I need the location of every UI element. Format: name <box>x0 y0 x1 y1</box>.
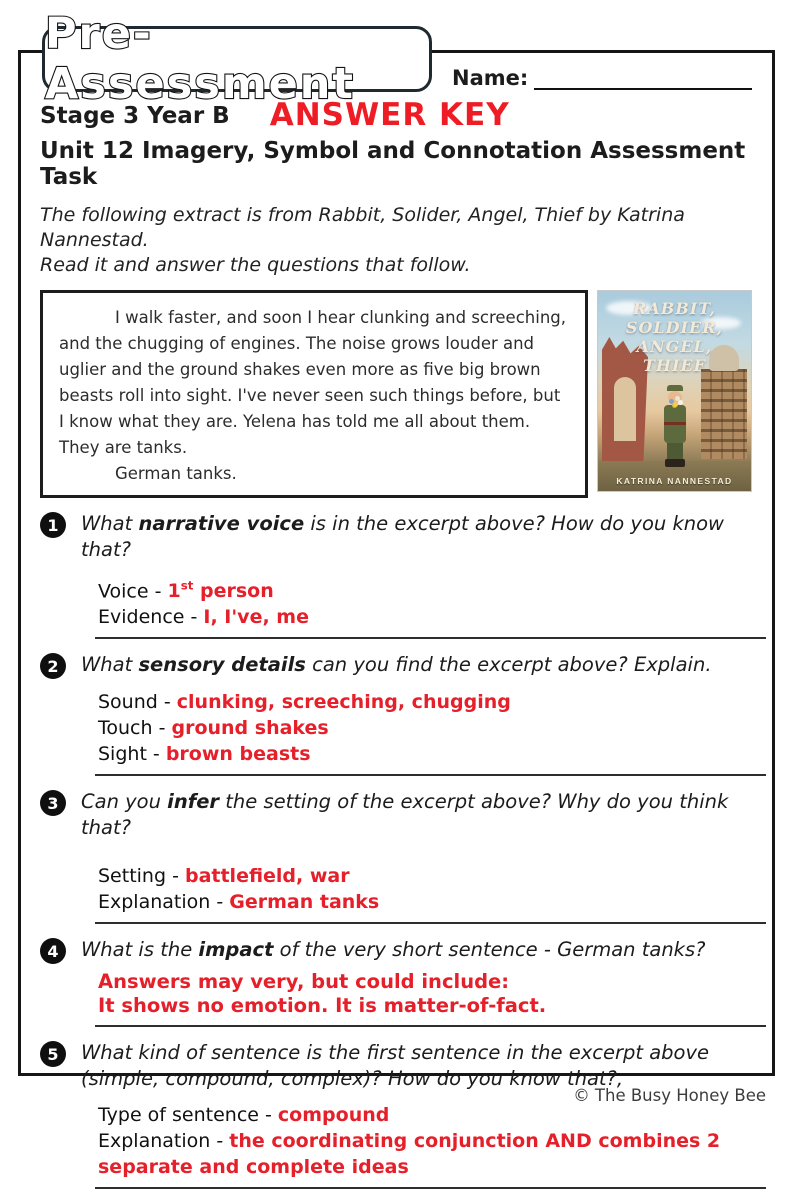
answer-line: Sight - brown beasts <box>98 743 311 766</box>
soldier-body <box>664 405 686 443</box>
stage-label: Stage 3 Year B <box>40 103 230 129</box>
cover-ruins-arch <box>614 377 636 441</box>
answer-value: clunking, screeching, chugging <box>176 691 511 714</box>
answer-line: Evidence - I, I've, me <box>98 606 309 629</box>
name-label: Name: <box>452 66 529 90</box>
answer-line: Voice - 1st person <box>98 579 274 603</box>
question-4-answers <box>98 970 766 1018</box>
intro-line-2: Read it and answer the questions that follow. <box>40 254 471 276</box>
intro-line-1: The following extract is from Rabbit, Solider, Angel, Thief by Katrina Nannestad. <box>40 204 685 251</box>
question-2-number: 2 <box>40 653 66 679</box>
book-title-line: THIEF <box>642 356 707 375</box>
name-row <box>452 66 752 90</box>
soldier-legs <box>667 443 683 459</box>
question-4 <box>40 937 766 1027</box>
answer-line: Answers may very, but could include: <box>98 970 510 994</box>
cover-soldier-boy-art <box>657 385 693 467</box>
answer-value: German tanks <box>229 891 380 914</box>
answer-value: 1st person <box>167 579 274 603</box>
divider <box>95 637 766 639</box>
question-1-number: 1 <box>40 512 66 538</box>
answer-line: It shows no emotion. It is matter-of-fact. <box>98 994 547 1018</box>
answer-value: the coordinating conjunction AND combines 2 separate and complete ideas <box>98 1130 721 1179</box>
divider <box>95 1025 766 1027</box>
answer-value: battlefield, war <box>184 865 350 888</box>
flowers-art <box>673 402 678 407</box>
question-3-text: Can you infer the setting of the excerpt above? Why do you think that? <box>81 790 729 840</box>
answer-key-label: ANSWER KEY <box>269 97 510 133</box>
excerpt-paragraph-2: German tanks. <box>115 464 237 483</box>
worksheet-content <box>40 97 766 1189</box>
answer-line: Explanation - German tanks <box>98 891 380 914</box>
answer-value: brown beasts <box>165 743 311 766</box>
answer-line: Explanation - the coordinating conjunction AND combines 2 separate and complete ideas <box>98 1130 721 1179</box>
question-1 <box>40 511 766 639</box>
book-cover-image <box>597 290 752 492</box>
pre-assessment-banner <box>42 9 432 109</box>
question-2 <box>40 652 766 776</box>
answer-line: Type of sentence - compound <box>98 1104 390 1127</box>
book-author: KATRINA NANNESTAD <box>616 476 733 486</box>
question-1-text: What narrative voice is in the excerpt above? How do you know that? <box>81 512 724 561</box>
question-3-number: 3 <box>40 790 66 816</box>
question-5 <box>40 1040 766 1189</box>
question-3 <box>40 789 766 924</box>
question-4-text: What is the impact of the very short sentence - German tanks? <box>81 938 706 962</box>
soldier-belt <box>664 422 686 425</box>
unit-title: Unit 12 Imagery, Symbol and Connotation Assessment Task <box>40 138 746 190</box>
question-2-answers <box>98 689 766 767</box>
question-2-text: What sensory details can you find the excerpt above? Explain. <box>81 653 712 677</box>
answer-line: Setting - battlefield, war <box>98 865 350 888</box>
divider <box>95 922 766 924</box>
soldier-boots <box>665 459 685 467</box>
cover-building-art <box>701 369 747 459</box>
question-5-answers <box>98 1102 766 1180</box>
answer-line: Sound - clunking, screeching, chugging <box>98 691 511 714</box>
answer-line: Touch - ground shakes <box>98 717 329 740</box>
intro-text <box>40 203 766 278</box>
answer-value: ground shakes <box>171 717 329 740</box>
question-1-answers <box>98 573 766 630</box>
excerpt-section <box>40 290 766 498</box>
name-input-line[interactable] <box>534 68 752 90</box>
book-title-line: ANGEL, <box>636 337 713 356</box>
answer-value: compound <box>277 1104 390 1127</box>
copyright-notice: © The Busy Honey Bee <box>573 1086 766 1105</box>
excerpt-box <box>40 290 588 498</box>
question-5-text: What kind of sentence is the first sentence in the excerpt above (simple, compound, complex)? How do you know that?, <box>81 1041 709 1091</box>
banner-title: Pre-Assessment <box>45 9 355 109</box>
excerpt-paragraph-1: I walk faster, and soon I hear clunking and screeching, and the chugging of engines. The noise grows louder and uglier and the ground shakes even more as five big brown beasts roll into sight. I've never seen such things before, but I know what they are. Yelena has told me all about them. They are tanks. <box>59 308 567 457</box>
book-title-line: RABBIT, <box>633 299 716 318</box>
divider <box>95 774 766 776</box>
question-3-answers <box>98 863 766 915</box>
question-5-number: 5 <box>40 1041 66 1067</box>
book-title-line: SOLDIER, <box>625 318 724 337</box>
answer-value: I, I've, me <box>203 606 309 629</box>
question-4-number: 4 <box>40 938 66 964</box>
book-title <box>598 299 751 375</box>
